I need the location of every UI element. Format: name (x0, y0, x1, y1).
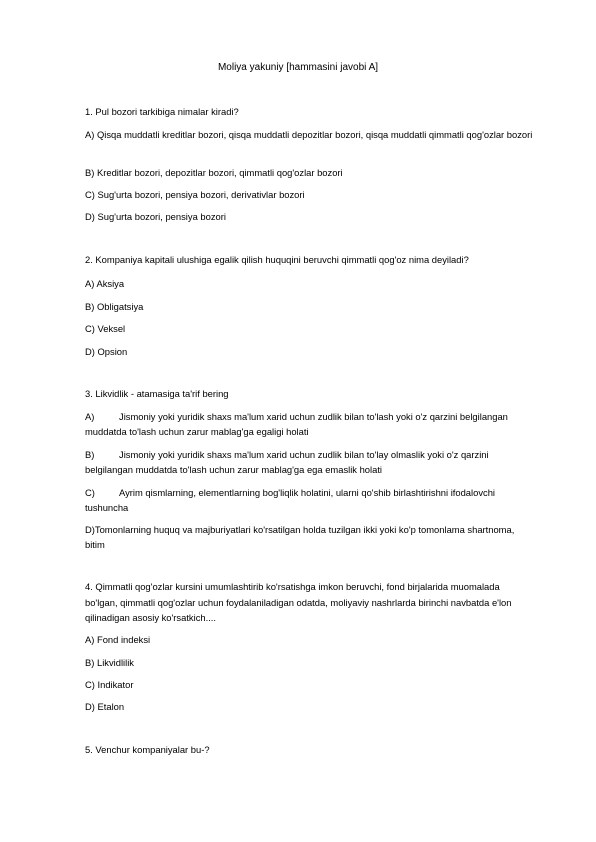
q3-option-c-text: Ayrim qismlarning, elementlarning bog'liqlik holatini, ularni qo'shib birlashtirishni ifodalovchi tushuncha (85, 487, 495, 513)
question-1: 1. Pul bozori tarkibiga nimalar kiradi? (85, 106, 239, 117)
q3-option-b-text: Jismoniy yoki yuridik shaxs ma'lum xarid uchun zudlik bilan to'lay olmaslik yoki o'z qarzini belgilangan muddatda to'lash uchun zarur mablag'ga ega emaslik holati (85, 449, 489, 475)
q3-option-c-label: C) (85, 487, 95, 498)
q4-option-a: A) Fond indeksi (85, 634, 151, 645)
q1-option-a: A) Qisqa muddatli kreditlar bozori, qisqa muddatli depozitlar bozori, qisqa muddatli qimmatli qog'ozlar bozori (85, 129, 533, 140)
q4-option-d: D) Etalon (85, 701, 125, 712)
q3-option-a (85, 409, 530, 439)
question-4: 4. Qimmatli qog'ozlar kursini umumlashtirib ko'rsatishga imkon beruvchi, fond birjalarida muomalada bo'lgan, qimmatli qog'ozlar uchun foydalaniladigan odatda, moliyaviy nashrlarda birinchi navbatda e'lon qilinadigan asosiy ko'rsatkich.... (85, 581, 512, 623)
q2-option-c: C) Veksel (85, 323, 126, 334)
q3-option-a-text: Jismoniy yoki yuridik shaxs ma'lum xarid uchun zudlik bilan to'lash yoki o'z qarzini belgilangan muddatda to'lash uchun zarur mablag'ga egaligi holati (85, 411, 508, 437)
q3-option-c (85, 485, 530, 515)
q2-option-a: A) Aksiya (85, 278, 125, 289)
q4-option-b: B) Likvidlilik (85, 657, 134, 668)
q4-option-c: C) Indikator (85, 679, 134, 690)
q3-option-a-label: A) (85, 411, 95, 422)
question-5: 5. Venchur kompaniyalar bu-? (85, 744, 210, 755)
q1-option-c: C) Sug'urta bozori, pensiya bozori, derivativlar bozori (85, 189, 305, 200)
q3-option-b-label: B) (85, 449, 95, 460)
q3-option-b (85, 447, 530, 477)
q2-option-b: B) Obligatsiya (85, 301, 144, 312)
document-title: Moliya yakuniy [hammasini javobi A] (217, 62, 379, 73)
q1-option-b: B) Kreditlar bozori, depozitlar bozori, qimmatli qog'ozlar bozori (85, 167, 343, 178)
question-2: 2. Kompaniya kapitali ulushiga egalik qilish huquqini beruvchi qimmatli qog'oz nima deyiladi? (85, 254, 469, 265)
question-3: 3. Likvidlik - atamasiga ta'rif bering (85, 388, 229, 399)
q3-option-d: D)Tomonlarning huquq va majburiyatlari ko'rsatilgan holda tuzilgan ikki yoki ko'p tomonlama shartnoma, bitim (85, 524, 515, 550)
q2-option-d: D) Opsion (85, 346, 128, 357)
q1-option-d: D) Sug'urta bozori, pensiya bozori (85, 211, 226, 222)
